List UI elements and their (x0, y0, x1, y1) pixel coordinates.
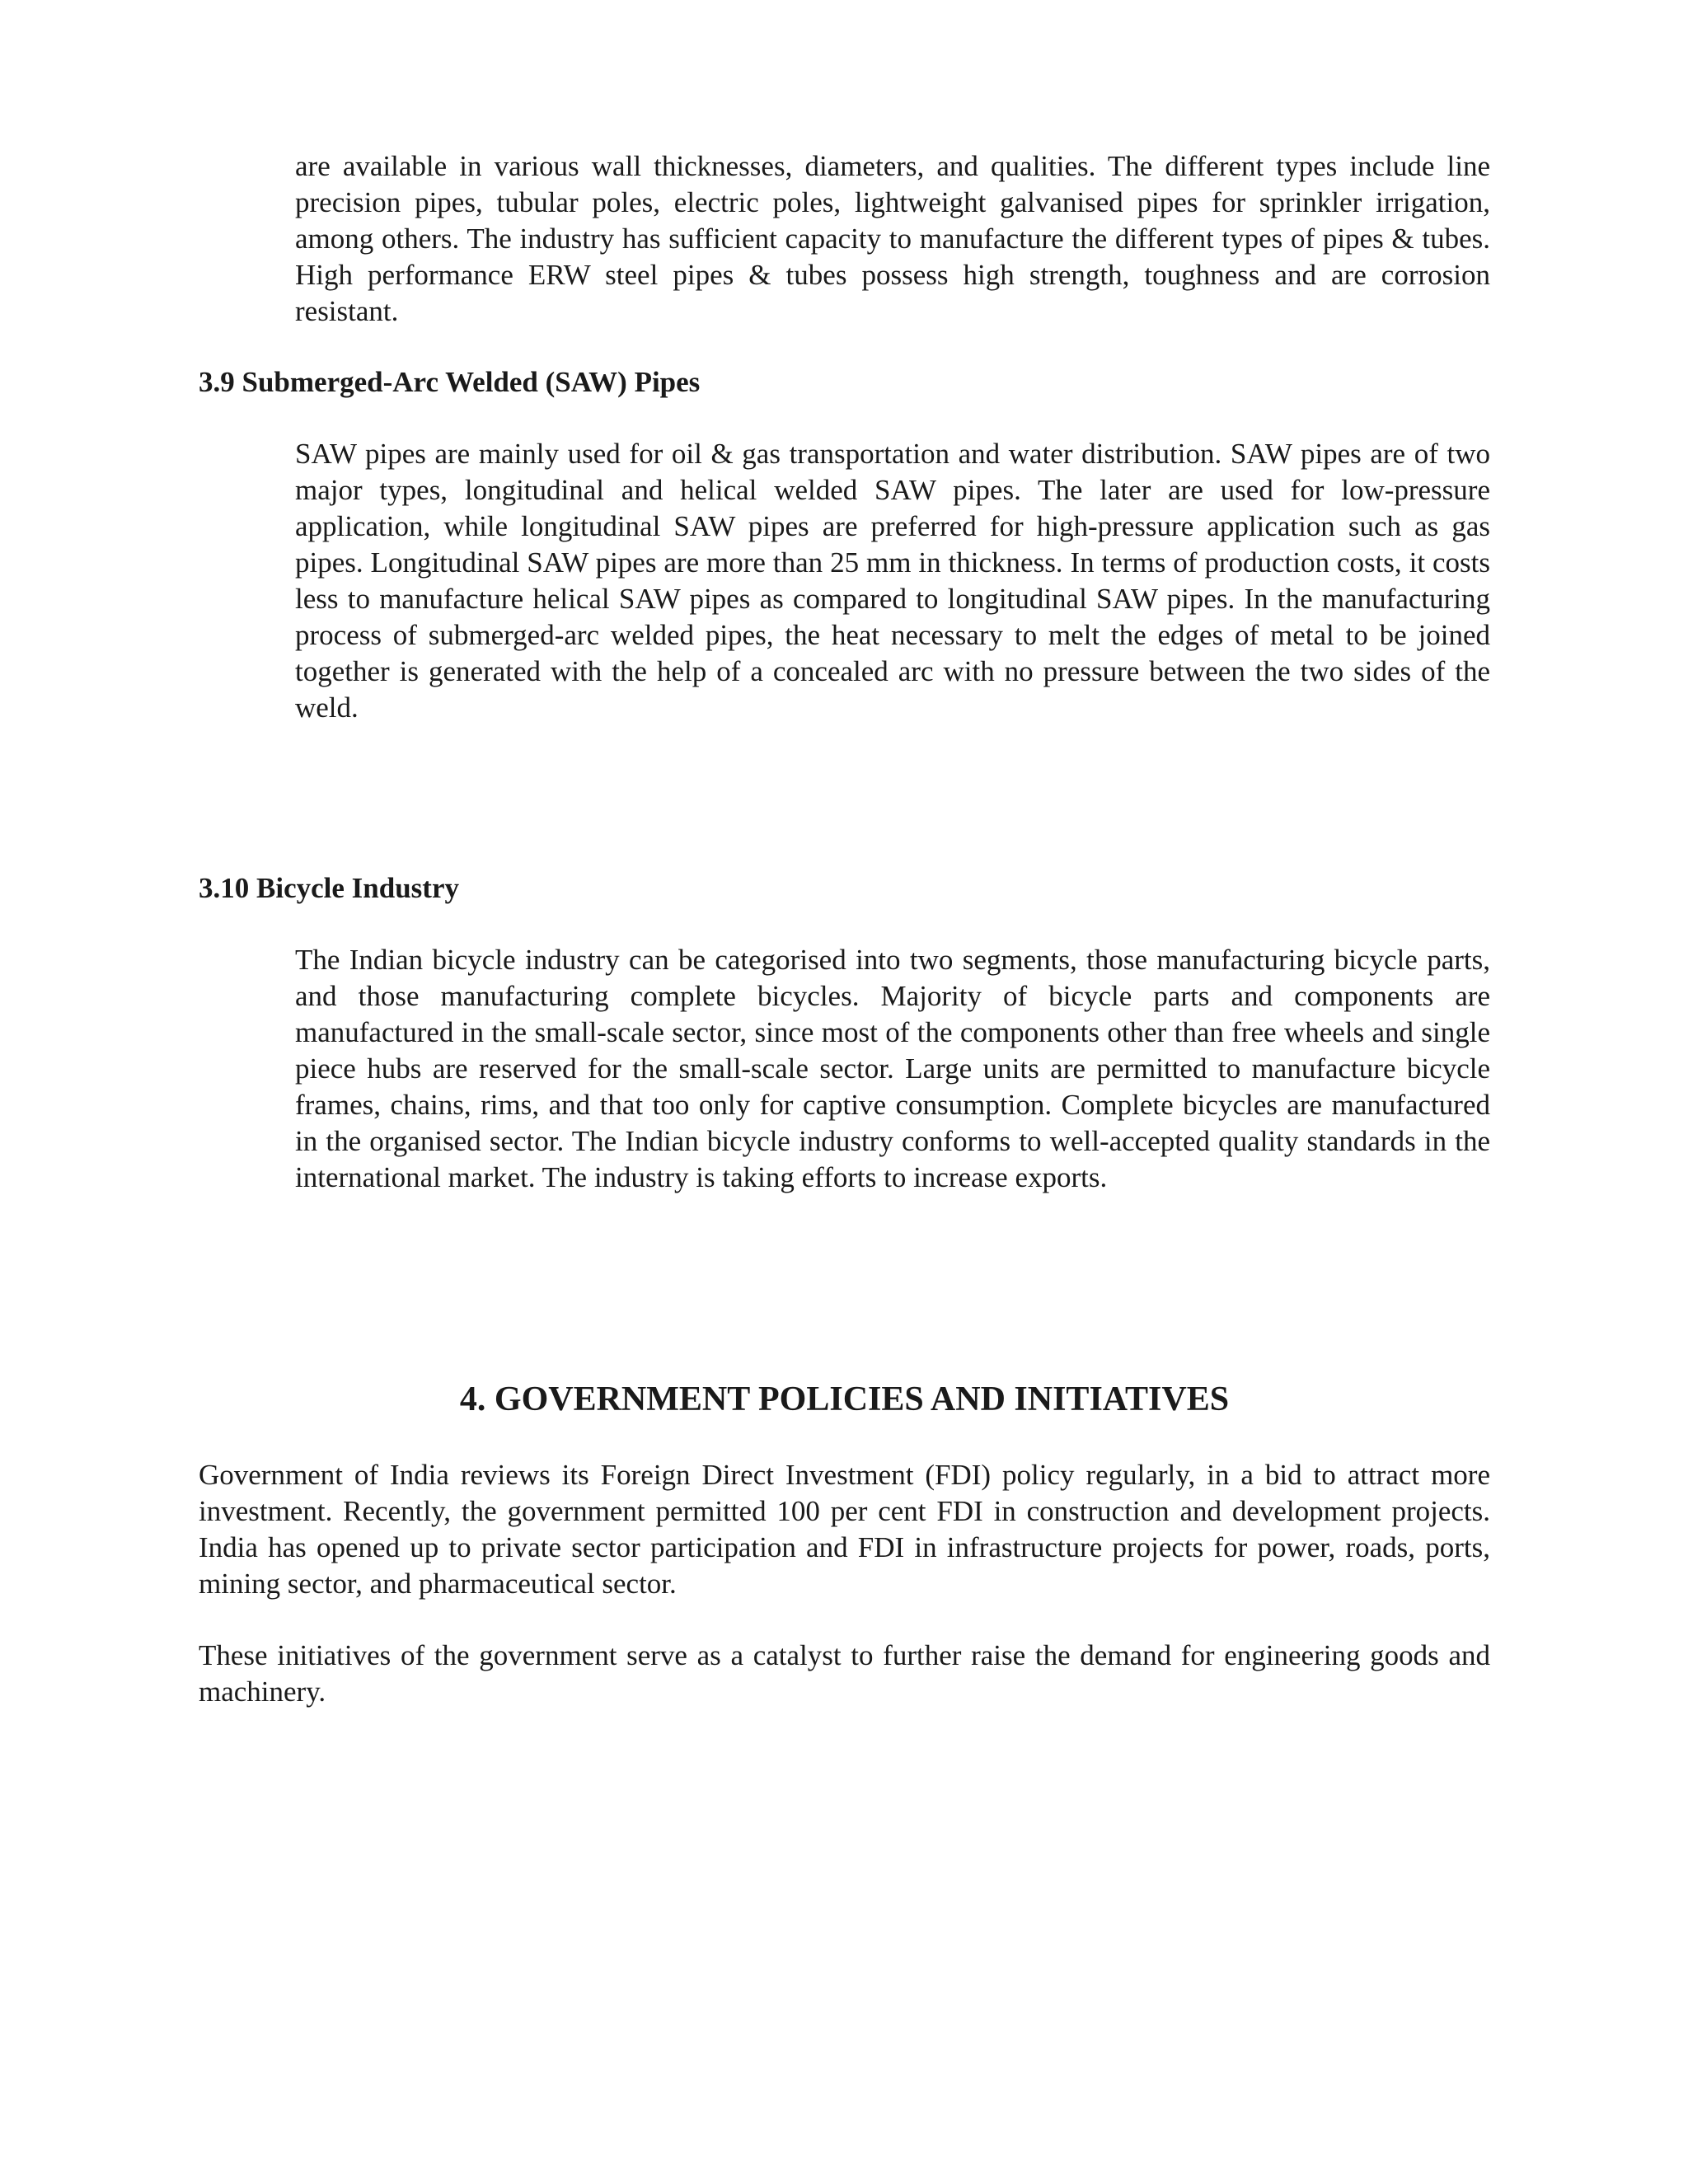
saw-pipes-paragraph: SAW pipes are mainly used for oil & gas transportation and water distribution. SAW pipes are of two major types, longitudinal and helical welded SAW pipes. The later are used for low-pressure application, while longitudinal SAW pipes are preferred for high-pressure application such as gas pipes. Longitudinal SAW pipes are more than 25 mm in thickness. In terms of production costs, it costs less to manufacture helical SAW pipes as compared to longitudinal SAW pipes. In the manufacturing process of submerged-arc welded pipes, the heat necessary to melt the edges of metal to be joined together is generated with the help of a concealed arc with no pressure between the two sides of the weld. (295, 438, 1490, 724)
saw-pipes-heading: 3.9 Submerged-Arc Welded (SAW) Pipes (199, 366, 701, 398)
bicycle-industry-heading: 3.10 Bicycle Industry (199, 872, 459, 904)
government-fdi-paragraph: Government of India reviews its Foreign Direct Investment (FDI) policy regularly, in a bid to attract more investment. Recently, the government permitted 100 per cent FDI in construction and development projects. India has opened up to private sector participation and FDI in infrastructure projects for power, roads, ports, mining sector, and pharmaceutical sector. (199, 1459, 1490, 1600)
government-policies-heading: 4. GOVERNMENT POLICIES AND INITIATIVES (459, 1380, 1230, 1418)
bicycle-industry-paragraph: The Indian bicycle industry can be categorised into two segments, those manufacturing bicycle parts, and those manufacturing complete bicycles. Majority of bicycle parts and components are manufactured in the small-scale sector, since most of the components other than free wheels and single piece hubs are reserved for the small-scale sector. Large units are permitted to manufacture bicycle frames, chains, rims, and that too only for captive consumption. Complete bicycles are manufactured in the organised sector. The Indian bicycle industry conforms to well-accepted quality standards in the international market. The industry is taking efforts to increase exports. (295, 944, 1490, 1193)
pipes-intro-paragraph: are available in various wall thicknesses, diameters, and qualities. The different types include line precision pipes, tubular poles, electric poles, lightweight galvanised pipes for sprinkler irrigation, among others. The industry has sufficient capacity to manufacture the different types of pipes & tubes. High performance ERW steel pipes & tubes possess high strength, toughness and are corrosion resistant. (295, 150, 1490, 327)
government-initiatives-paragraph: These initiatives of the government serve as a catalyst to further raise the demand for engineering goods and machinery. (199, 1639, 1490, 1708)
